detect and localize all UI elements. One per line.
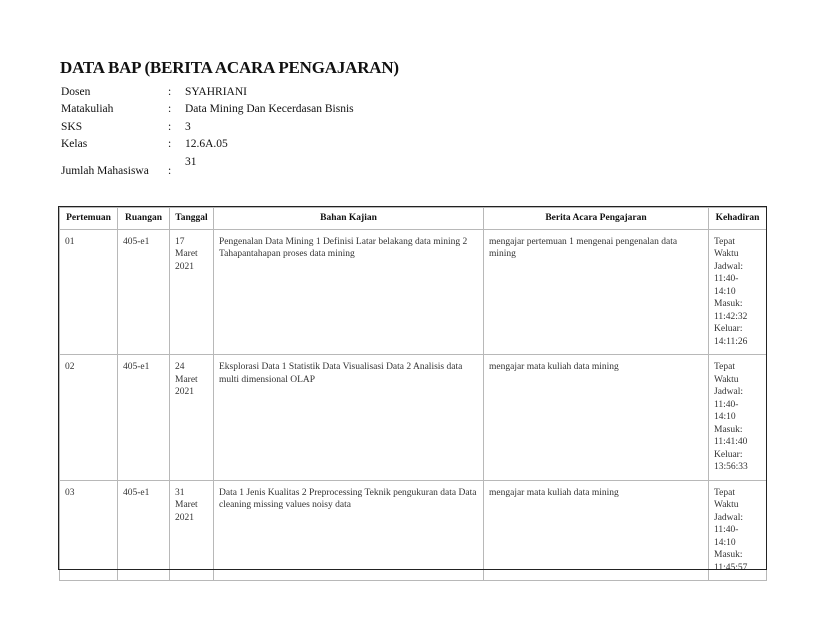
kehadiran-line: 11:42:32 (714, 311, 748, 322)
bap-table (59, 207, 767, 581)
cell-tanggal (170, 355, 214, 481)
kehadiran-line: 11:45:57 (714, 562, 748, 573)
kehadiran-line: Waktu (714, 249, 739, 259)
kehadiran-line: 14:10 (714, 537, 736, 548)
kehadiran-line: 14:11:26 (714, 336, 748, 347)
cell-kehadiran (709, 480, 767, 581)
header-berita-acara: Berita Acara Pengajaran (484, 208, 709, 230)
cell-pertemuan: 03 (60, 480, 118, 581)
kehadiran-line: Masuk: (714, 424, 743, 435)
tanggal-year: 2021 (175, 387, 194, 397)
cell-ruangan: 405-e1 (118, 480, 170, 581)
kehadiran-line: Tepat (714, 487, 735, 498)
header-pertemuan: Pertemuan (60, 208, 118, 230)
cell-berita-acara: mengajar mata kuliah data mining (484, 480, 709, 581)
tanggal-month: Maret (175, 249, 198, 259)
tanggal-day: 24 (175, 362, 185, 372)
info-label: SKS (61, 121, 83, 133)
info-value: Data Mining Dan Kecerdasan Bisnis (185, 103, 354, 115)
tanggal-month: Maret (175, 374, 198, 385)
kehadiran-line: Masuk: (714, 550, 743, 560)
info-label: Matakuliah (61, 103, 114, 115)
header-tanggal: Tanggal (170, 208, 214, 230)
info-colon: : (168, 138, 172, 150)
kehadiran-line: 13:56:33 (714, 462, 748, 472)
tanggal-day: 17 (175, 236, 185, 247)
info-colon: : (168, 86, 172, 98)
cell-kehadiran (709, 229, 767, 355)
cell-bahan-kajian: Eksplorasi Data 1 Statistik Data Visualisasi Data 2 Analisis data multi dimensional OLAP (214, 355, 484, 481)
kehadiran-line: Jadwal: (714, 387, 744, 397)
table-header-row (60, 208, 767, 230)
kehadiran-line: Jadwal: (714, 512, 744, 523)
kehadiran-line: 14:10 (714, 412, 736, 422)
table-row (60, 355, 767, 481)
info-colon: : (168, 121, 172, 133)
cell-bahan-kajian: Pengenalan Data Mining 1 Definisi Latar belakang data mining 2 Tahapantahapan proses data mining (214, 229, 484, 355)
cell-berita-acara: mengajar pertemuan 1 mengenai pengenalan data mining (484, 229, 709, 355)
kehadiran-line: 14:10 (714, 286, 736, 297)
cell-tanggal (170, 480, 214, 581)
info-value: 3 (185, 121, 191, 133)
table-row (60, 229, 767, 355)
cell-bahan-kajian: Data 1 Jenis Kualitas 2 Preprocessing Teknik pengukuran data Data cleaning missing values noisy data (214, 480, 484, 581)
kehadiran-line: 11:40- (714, 274, 739, 284)
header-ruangan: Ruangan (118, 208, 170, 230)
info-colon: : (168, 103, 172, 115)
kehadiran-line: Jadwal: (714, 261, 744, 272)
kehadiran-line: 11:40- (714, 399, 739, 410)
kehadiran-line: Tepat (714, 236, 735, 247)
info-label: Kelas (61, 138, 88, 150)
cell-pertemuan: 01 (60, 229, 118, 355)
kehadiran-line: Keluar: (714, 324, 743, 334)
tanggal-year: 2021 (175, 261, 194, 272)
kehadiran-line: Waktu (714, 374, 739, 385)
info-value: SYAHRIANI (185, 86, 247, 98)
header-bahan-kajian: Bahan Kajian (214, 208, 484, 230)
table-row (60, 480, 767, 581)
cell-pertemuan: 02 (60, 355, 118, 481)
tanggal-month: Maret (175, 500, 198, 510)
cell-tanggal (170, 229, 214, 355)
page-title: DATA BAP (BERITA ACARA PENGAJARAN) (60, 58, 399, 77)
kehadiran-line: Tepat (714, 362, 735, 372)
info-value: 31 (185, 156, 197, 168)
kehadiran-line: Waktu (714, 500, 739, 510)
kehadiran-line: 11:40- (714, 525, 739, 535)
info-value: 12.6A.05 (185, 138, 228, 150)
kehadiran-line: 11:41:40 (714, 437, 748, 447)
cell-berita-acara: mengajar mata kuliah data mining (484, 355, 709, 481)
cell-ruangan: 405-e1 (118, 229, 170, 355)
info-label: Dosen (61, 86, 91, 98)
info-colon: : (168, 165, 172, 177)
kehadiran-line: Keluar: (714, 449, 743, 460)
header-kehadiran: Kehadiran (709, 208, 767, 230)
info-label: Jumlah Mahasiswa (61, 165, 149, 177)
tanggal-day: 31 (175, 487, 185, 498)
cell-kehadiran (709, 355, 767, 481)
tanggal-year: 2021 (175, 512, 194, 523)
kehadiran-line: Masuk: (714, 299, 743, 309)
cell-ruangan: 405-e1 (118, 355, 170, 481)
